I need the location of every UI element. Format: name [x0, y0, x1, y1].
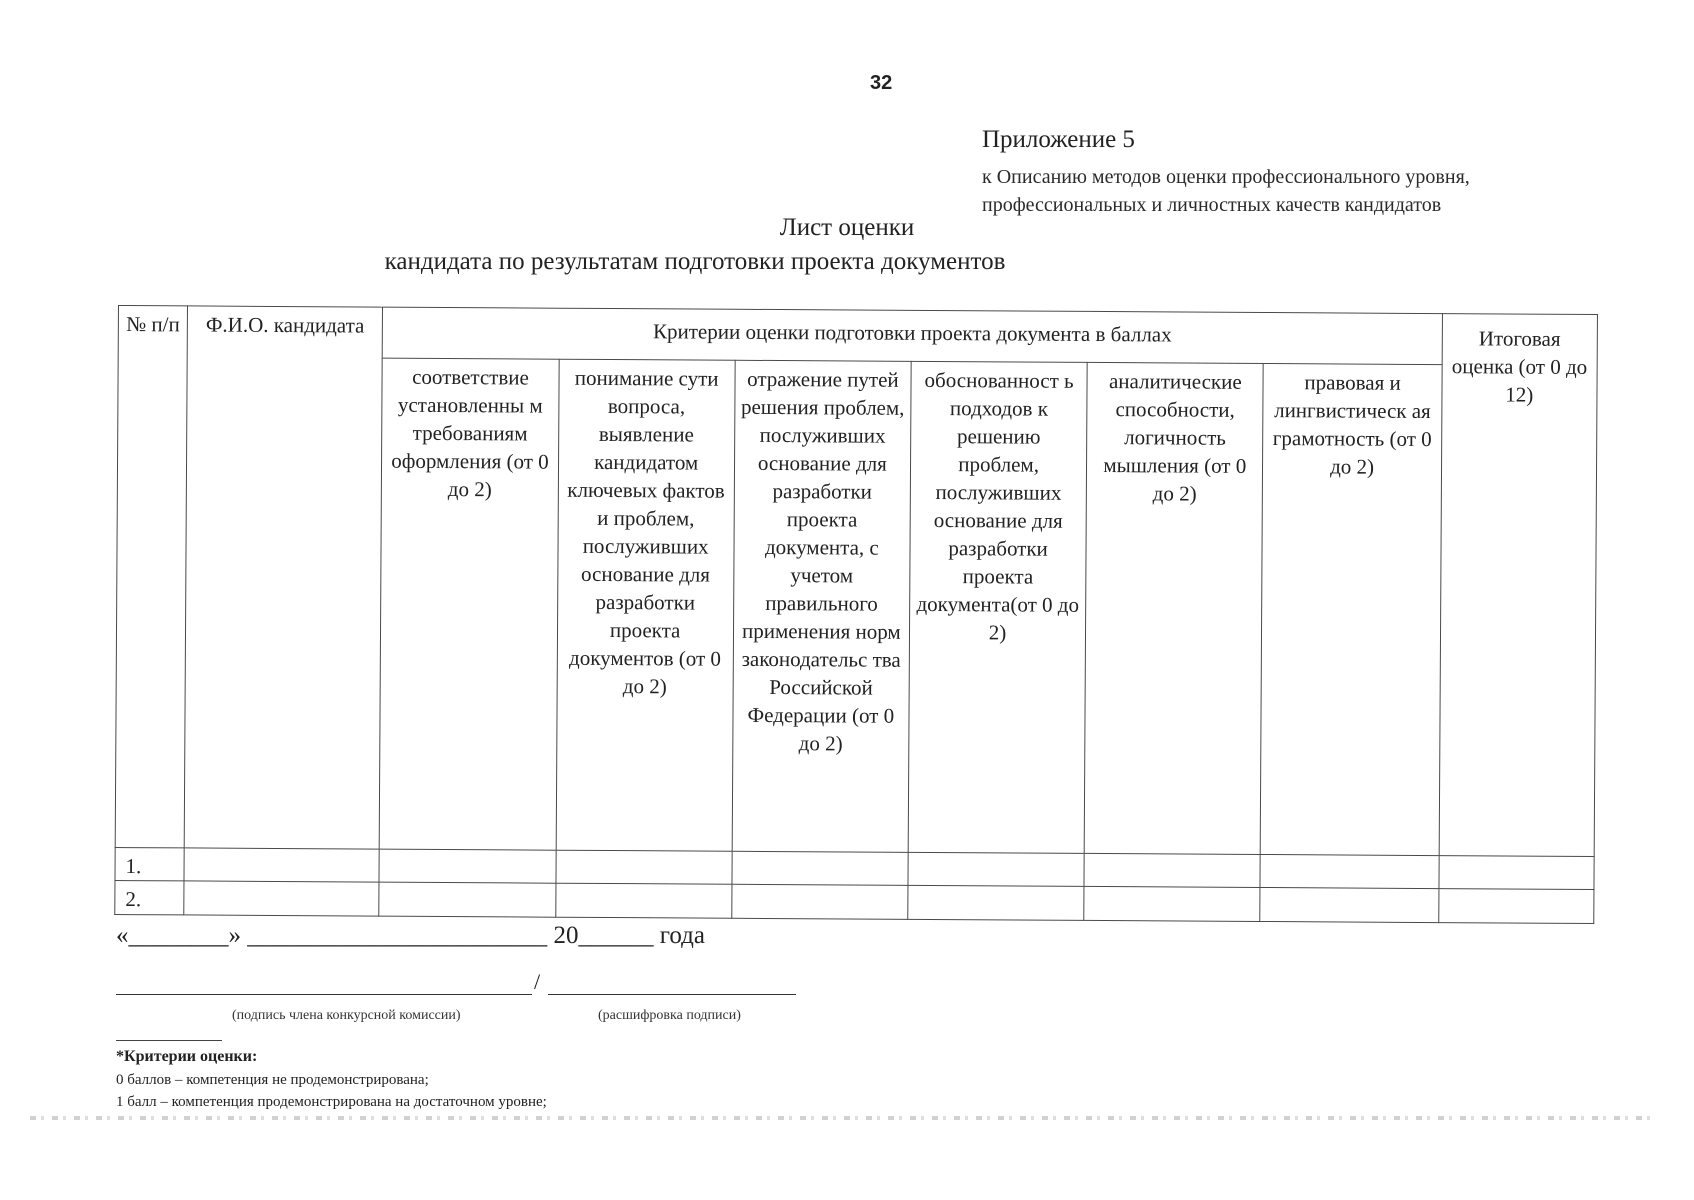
- table-cell: [732, 885, 908, 920]
- score-table: [114, 305, 1598, 924]
- header-criterion-4: обоснованност ь подходов к решению проблем, послуживших основание для разработки проекта документа(от 0 до 2): [908, 361, 1087, 853]
- scan-artifact: [30, 1116, 1650, 1120]
- table-cell: [184, 847, 379, 882]
- document-subtitle: кандидата по результатам подготовки проекта документов: [384, 248, 1006, 275]
- appendix-subtitle-line2: профессиональных и личностных качеств кандидатов: [982, 194, 1442, 216]
- footnote-rule: [116, 1040, 222, 1041]
- score-table-wrapper: [114, 305, 1598, 924]
- document-title: Лист оценки: [779, 214, 915, 241]
- table-cell: [379, 849, 555, 884]
- row-number: 2.: [115, 881, 184, 915]
- header-number: № п/п: [115, 306, 188, 848]
- header-criterion-2: понимание сути вопроса, выявление кандидатом ключевых фактов и проблем, послуживших основание для разработки проекта документов (от 0 до 2): [556, 359, 735, 851]
- criteria-item: 1 балл – компетенция продемонстрирована на достаточном уровне;: [116, 1094, 547, 1110]
- header-total-score: Итоговая оценка (от 0 до 12): [1439, 314, 1598, 856]
- appendix-title: Приложение 5: [982, 126, 1135, 153]
- table-cell: [1260, 854, 1439, 889]
- table-cell: [1439, 855, 1594, 890]
- decoding-caption: (расшифровка подписи): [598, 1008, 741, 1023]
- date-line: «________» ________________________ 20______ года: [116, 922, 705, 949]
- criteria-item: 0 баллов – компетенция не продемонстрирована;: [116, 1072, 429, 1088]
- table-cell: [908, 852, 1084, 887]
- table-cell: [555, 883, 731, 918]
- decoding-line: [548, 994, 796, 995]
- slash-separator: /: [534, 969, 541, 994]
- page-number: 32: [870, 72, 893, 94]
- appendix-subtitle-line1: к Описанию методов оценки профессионального уровня,: [982, 166, 1470, 188]
- criteria-heading: *Критерии оценки:: [116, 1048, 258, 1065]
- table-cell: [1260, 888, 1439, 923]
- table-cell: [1084, 853, 1260, 888]
- header-criterion-3: отражение путей решения проблем, послуживших основание для разработки проекта документа, с учетом правильного применения норм законодательс тва Российской Федерации (от 0 до 2): [732, 360, 911, 852]
- table-cell: [556, 850, 732, 885]
- header-criterion-5: аналитические способности, логичность мышления (от 0 до 2): [1084, 363, 1263, 855]
- header-criterion-6: правовая и лингвистическ ая грамотность (от 0 до 2): [1261, 364, 1442, 856]
- header-criterion-1: соответствие установленны м требованиям оформления (от 0 до 2): [379, 358, 558, 850]
- appendix-subtitle: [982, 163, 1632, 219]
- table-cell: [379, 882, 555, 917]
- signature-line: [116, 994, 532, 995]
- header-criteria-group: Критерии оценки подготовки проекта документа в баллах: [382, 307, 1442, 365]
- table-cell: [1438, 889, 1593, 924]
- table-cell: [732, 851, 908, 886]
- table-cell: [1084, 887, 1260, 922]
- signature-caption: (подпись члена конкурсной комиссии): [232, 1008, 461, 1023]
- header-candidate-name: Ф.И.О. кандидата: [184, 306, 382, 849]
- row-number: 1.: [115, 847, 184, 881]
- table-cell: [908, 886, 1084, 921]
- table-cell: [184, 881, 379, 916]
